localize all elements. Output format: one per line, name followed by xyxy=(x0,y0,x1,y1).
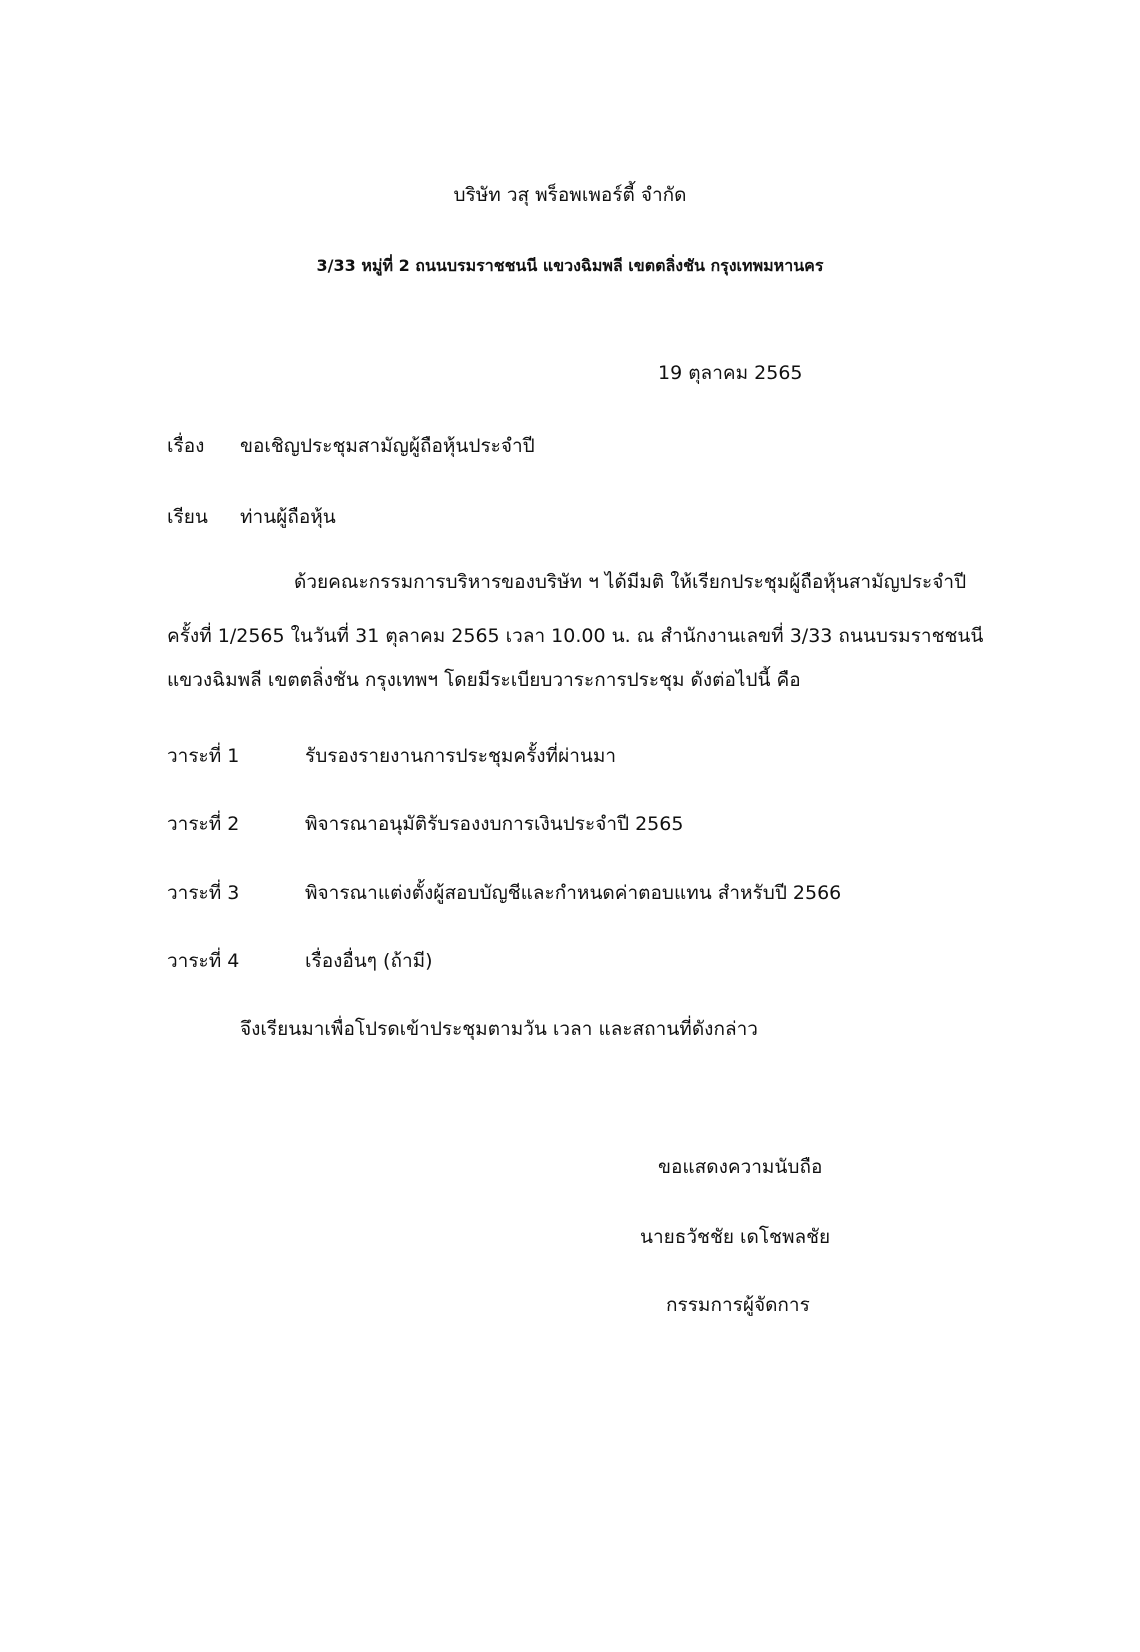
agenda-item-1-label: วาระที่ 1 xyxy=(167,745,240,767)
subject-text: ขอเชิญประชุมสามัญผู้ถือหุ้นประจำปี xyxy=(240,435,535,457)
agenda-item-1-text: รับรองรายงานการประชุมครั้งที่ผ่านมา xyxy=(305,745,617,767)
company-name: บริษัท วสุ พร็อพเพอร์ตี้ จำกัด xyxy=(453,184,687,206)
subject-label: เรื่อง xyxy=(167,435,205,457)
agenda-item-2-text: พิจารณาอนุมัติรับรองงบการเงินประจำปี 2565 xyxy=(305,813,684,835)
agenda-item-2-label: วาระที่ 2 xyxy=(167,813,240,835)
signature-position: กรรมการผู้จัดการ xyxy=(666,1294,810,1316)
agenda-item-4-text: เรื่องอื่นๆ (ถ้ามี) xyxy=(305,950,433,972)
recipient-label: เรียน xyxy=(167,506,208,528)
company-address: 3/33 หมู่ที่ 2 ถนนบรมราชชนนี แขวงฉิมพลี เขตตลิ่งชัน กรุงเทพมหานคร xyxy=(316,256,824,275)
signature-regards: ขอแสดงความนับถือ xyxy=(658,1156,823,1178)
agenda-item-3-text: พิจารณาแต่งตั้งผู้สอบบัญชีและกำหนดค่าตอบแทน สำหรับปี 2566 xyxy=(305,882,842,904)
body-paragraph-line-2: ครั้งที่ 1/2565 ในวันที่ 31 ตุลาคม 2565 เวลา 10.00 น. ณ สำนักงานเลขที่ 3/33 ถนนบรมราชชนนี xyxy=(167,625,984,647)
recipient-text: ท่านผู้ถือหุ้น xyxy=(240,506,336,528)
signature-name: นายธวัชชัย เดโชพลชัย xyxy=(640,1226,831,1248)
letter-date: 19 ตุลาคม 2565 xyxy=(658,362,803,384)
body-paragraph-line-1: ด้วยคณะกรรมการบริหารของบริษัท ฯ ได้มีมติ ให้เรียกประชุมผู้ถือหุ้นสามัญประจำปี xyxy=(294,571,967,593)
body-paragraph-line-3: แขวงฉิมพลี เขตตลิ่งชัน กรุงเทพฯ โดยมีระเบียบวาระการประชุม ดังต่อไปนี้ คือ xyxy=(167,669,801,691)
agenda-item-4-label: วาระที่ 4 xyxy=(167,950,240,972)
closing-sentence: จึงเรียนมาเพื่อโปรดเข้าประชุมตามวัน เวลา และสถานที่ดังกล่าว xyxy=(240,1018,758,1040)
agenda-item-3-label: วาระที่ 3 xyxy=(167,882,240,904)
